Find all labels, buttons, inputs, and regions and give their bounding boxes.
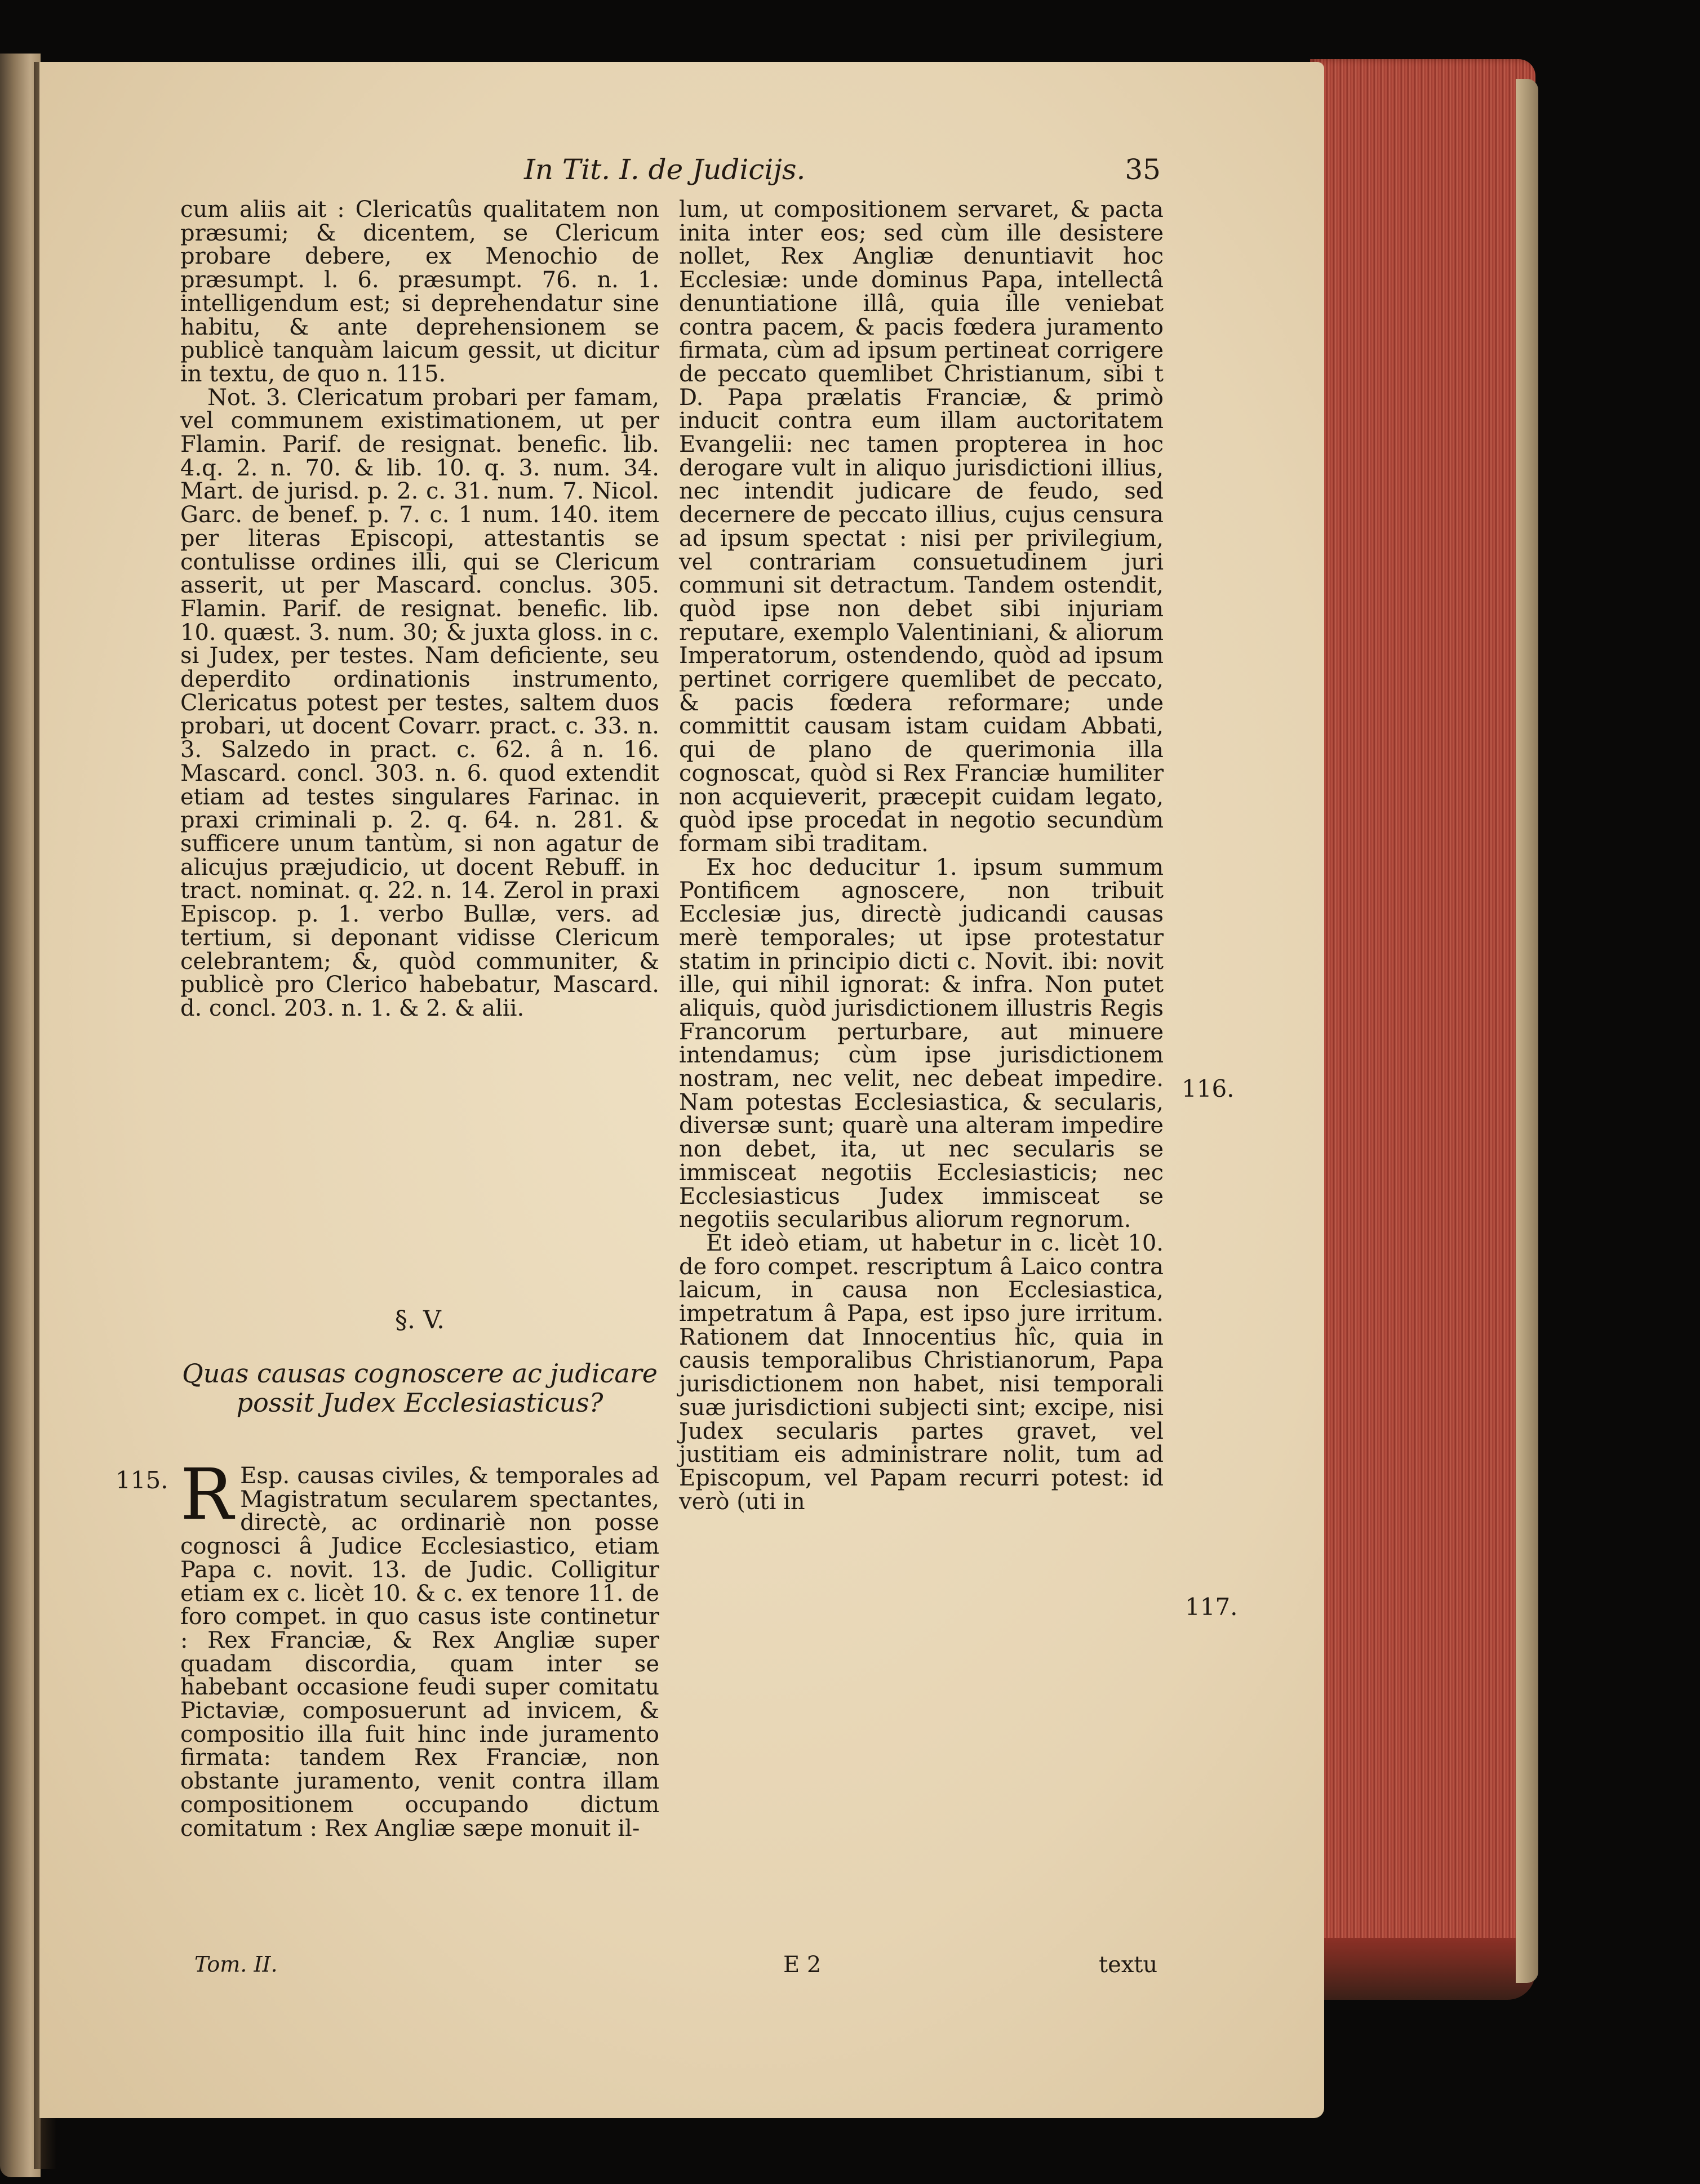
book-cover-edge — [1516, 79, 1538, 1983]
left-paragraph-3: Esp. causas civiles, & temporales ad Magistratum secularem spectantes, directè, ac ordinariè non posse cognosci â Judice Ecclesiastico, etiam Papa c. novit. 13. de Judic. Colligitur etiam ex c. licèt 10. & c. ex tenore 11. de foro compet. in quo casus iste continetur : Rex Franciæ, & Rex Angliæ super quadam discordia, quam inter se habebant occasione feudi super comitatu Pictaviæ, composuerunt ad invicem, & compositio illa fuit hinc inde juramento firmata: tandem Rex Franciæ, non obstante juramento, venit contra illam compositionem occupando dictum comitatum : Rex Angliæ sæpe monuit il- — [180, 1463, 659, 1842]
margin-number-116: 116. — [1182, 1075, 1235, 1102]
right-paragraph-1: lum, ut compositionem servaret, & pacta inita inter eos; sed cùm ille desistere nollet, Rex Angliæ denuntiavit hoc Ecclesiæ: unde dominus Papa, intellectâ denuntiatione illâ, quia ille veniebat contra pacem, & pacis fœdera juramento firmata, cùm ad ipsum pertineat corrigere de peccato quemlibet Christianum, sibi t D. Papa prælatis Franciæ, & primò inducit contra eum illam auctoritatem Evangelii: nec tamen propterea in hoc derogare vult in aliquo jurisdictioni illius, nec intendit judicare de feudo, sed decernere de peccato illius, cujus censura ad ipsum spectat : nisi per privilegium, vel contrariam consuetudinem juri communi sit detractum. Tandem ostendit, quòd ipse non debet sibi injuriam reputare, exemplo Valentiniani, & aliorum Imperatorum, ostendendo, quòd ad ipsum pertinet corrigere quemlibet de peccato, & pacis fœdera reformare; unde committit causam istam cuidam Abbati, qui de plano de querimonia illa cognoscat, quòd si Rex Franciæ humiliter non acquieverit, præcepit cuidam legato, quòd ipse procedat in negotio secundùm formam sibi traditam. — [679, 197, 1164, 857]
page-number: 35 — [1125, 153, 1161, 186]
right-column — [679, 198, 1164, 1514]
volume-mark: Tom. II. — [194, 1952, 278, 1977]
right-paragraph-3: Et ideò etiam, ut habetur in c. licèt 10. de foro compet. rescriptum â Laico contra laicum, in causa non Ecclesiastica, impetratum â Papa, est ipso jure irritum. Rationem dat Innocentius hîc, quia in causis temporalibus Christianorum, Papa jurisdictionem non habet, nisi temporali suæ jurisdictioni subjecti sint; excipe, nisi Judex secularis partes gravet, vel justitiam eis administrare nolit, tum ad Episcopum, vel Papam recurri potest: id verò (uti in — [679, 1230, 1164, 1515]
fore-edge-bottom — [1310, 1938, 1535, 2000]
running-title: In Tit. I. de Judicijs. — [524, 153, 806, 186]
left-paragraph-2: Not. 3. Clericatum probari per famam, vel communem existimationem, ut per Flamin. Parif. de resignat. benefic. lib. 4.q. 2. n. 70. & lib. 10. q. 3. num. 34. Mart. de jurisd. p. 2. c. 31. num. 7. Nicol. Garc. de benef. p. 7. c. 1 num. 140. item per literas Episcopi, attestantis se contulisse ordines illi, qui se Clericum asserit, ut per Mascard. conclus. 305. Flamin. Parif. de resignat. benefic. lib. 10. quæst. 3. num. 30; & juxta gloss. in c. si Judex, per testes. Nam deficiente, seu deperdito ordinationis instrumento, Clericatus potest per testes, saltem duos probari, ut docent Covarr. pract. c. 33. n. 3. Salzedo in pract. c. 62. â n. 16. Mascard. concl. 303. n. 6. quod extendit etiam ad testes singulares Farinac. in praxi criminali p. 2. q. 64. n. 281. & sufficere unum tantùm, si non agatur de alicujus præjudicio, ut docent Rebuff. in tract. nominat. q. 22. n. 14. Zerol in praxi Episcop. p. 1. verbo Bullæ, vers. ad tertium, si deponant vidisse Clericum celebrantem; &, quòd communiter, & publicè pro Clerico habebatur, Mascard. d. concl. 203. n. 1. & 2. & alii. — [180, 384, 659, 1021]
drop-cap: R — [180, 1454, 234, 1536]
margin-number-115: 115. — [116, 1466, 168, 1494]
catchword: textu — [1099, 1952, 1158, 1978]
left-column — [180, 198, 659, 1021]
fore-edge — [1310, 59, 1535, 1963]
section-title: Quas causas cognoscere ac judicare possit Judex Ecclesiasticus? — [182, 1358, 658, 1418]
right-paragraph-2: Ex hoc deducitur 1. ipsum summum Pontificem agnoscere, non tribuit Ecclesiæ jus, directè judicandi causas merè temporales; ut ipse protestatur statim in principio dicti c. Novit. ibi: novit ille, qui nihil ignorat: & infra. Non putet aliquis, quòd jurisdictionem illustris Regis Francorum perturbare, aut minuere intendamus; cùm ipse jurisdictionem nostram, nec velit, nec debeat impedire. Nam potestas Ecclesiastica, & secularis, diversæ sunt; quarè una alteram impedire non debet, ita, ut nec secularis se immisceat negotiis Ecclesiasticis; nec Ecclesiasticus Judex immisceat se negotiis secularibus aliorum regnorum. — [679, 854, 1164, 1233]
signature-mark: E 2 — [783, 1952, 822, 1978]
section-number: §. V. — [394, 1306, 445, 1335]
left-paragraph-1: cum aliis ait : Clericatûs qualitatem non præsumi; & dicentem, se Clericum probare debere, ex Menochio de præsumpt. l. 6. præsumpt. 76. n. 1. intelligendum est; si deprehendatur sine habitu, & ante deprehensionem se publicè tanquàm laicum gessit, ut dicitur in textu, de quo n. 115. — [180, 197, 659, 387]
running-header — [524, 153, 1161, 198]
left-paragraph-3-block — [180, 1454, 659, 1842]
margin-number-117: 117. — [1185, 1593, 1238, 1621]
